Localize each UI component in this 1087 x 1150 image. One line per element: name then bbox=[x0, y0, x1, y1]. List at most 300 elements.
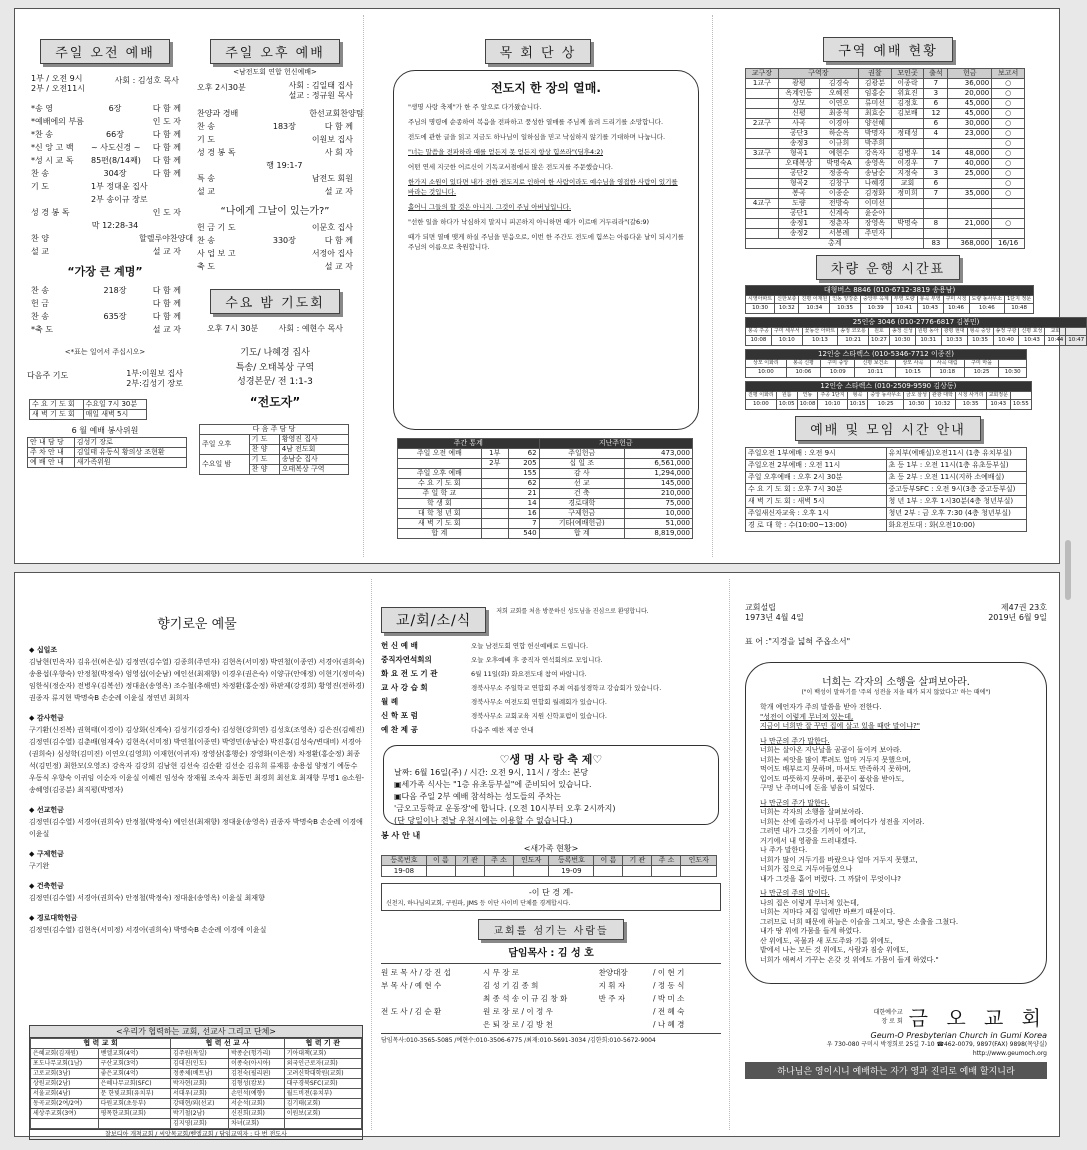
district-offering: 23,000 bbox=[948, 129, 992, 139]
scripture-banner: 하나님은 영이시니 예배하는 자가 영과 진리로 예배 할지니라 bbox=[745, 1062, 1047, 1079]
partners-box bbox=[29, 1025, 363, 1140]
stats-category: 새 벽 기 도 회 bbox=[398, 519, 482, 529]
vehicle-time: 10:40 bbox=[993, 336, 1019, 346]
order-leader: 다 함 께 bbox=[152, 130, 181, 139]
vehicle-time: 10:15 bbox=[896, 368, 930, 378]
stats-count: 62 bbox=[508, 479, 539, 489]
order-item: 성 경 봉 독 bbox=[197, 148, 236, 157]
district-row bbox=[746, 199, 1025, 209]
feature-line: 너희는 씨앗을 많이 뿌려도 얼마 거두지 못했으며, bbox=[760, 755, 911, 764]
district-row bbox=[746, 129, 1025, 139]
festival-line: (단 당일이나 전날 우천시에는 이용할 수 없습니다.) bbox=[394, 816, 573, 825]
stats-category: 학 생 회 bbox=[398, 499, 482, 509]
vehicle-time: 10:35 bbox=[967, 336, 993, 346]
wed-host: 사회 : 예현수 목사 bbox=[278, 324, 343, 333]
bulletin-inside-sheet bbox=[14, 8, 1085, 564]
order-row bbox=[31, 128, 181, 141]
vehicle-stop: 교회 bbox=[1045, 328, 1066, 336]
feature-box bbox=[745, 662, 1047, 984]
order-leader: 사 회 자 bbox=[324, 148, 353, 157]
order-row bbox=[197, 221, 353, 234]
partner-cell: 월드비전(유치부) bbox=[284, 1089, 361, 1099]
order-detail bbox=[259, 133, 309, 146]
bulletin-outside-sheet bbox=[14, 572, 1060, 1137]
district-parish bbox=[746, 209, 779, 219]
district-place: 위효진 bbox=[891, 89, 924, 99]
order-item: *성 시 교 독 bbox=[31, 156, 74, 165]
district-aide: 강옥자 bbox=[859, 149, 892, 159]
order-row bbox=[31, 141, 181, 154]
order-row bbox=[31, 297, 181, 310]
district-name: 공단2 bbox=[778, 169, 819, 179]
district-report: ○ bbox=[992, 179, 1025, 189]
district-aide: 박주희 bbox=[859, 139, 892, 149]
stats-count: 155 bbox=[508, 469, 539, 479]
partner-cell: 상원교회(2남) bbox=[31, 1079, 99, 1089]
am-order-list bbox=[21, 94, 194, 258]
partners-header: 협 력 기 관 bbox=[284, 1039, 361, 1049]
district-attendance bbox=[924, 229, 948, 239]
pastoral-paragraph: "너는 말씀을 전파하라 때를 얻든지 못 얻든지 항상 힘쓰라"(딤후4:2) bbox=[408, 148, 604, 156]
order-item: 찬 송 bbox=[31, 169, 49, 178]
order-leader bbox=[309, 159, 353, 172]
partner-cell: 포도나무교회(1남) bbox=[31, 1059, 99, 1069]
pastoral-paragraph: 홀어니 그들의 할 것은 아니지. 그것이 주님 아버님입니다. bbox=[408, 203, 572, 211]
staff-cell: 최 종 석 송 이 규 김 창 화 bbox=[483, 994, 568, 1003]
vehicle-time: 10:43 bbox=[986, 400, 1010, 410]
news-item bbox=[381, 709, 721, 723]
feature-line: 그러면 내가 그것을 기꺼이 여기고, bbox=[760, 827, 866, 835]
vehicle-time: 10:06 bbox=[786, 368, 820, 378]
vehicle-stop: 구미 중앙 bbox=[821, 360, 855, 368]
order-leader: 할렐루야찬양대 bbox=[139, 234, 194, 243]
vehicle-time: 10:27 bbox=[869, 336, 890, 346]
district-offering: 45,000 bbox=[948, 99, 992, 109]
district-name: 신평 bbox=[778, 109, 819, 119]
vehicle-time: 10:43 bbox=[917, 304, 943, 314]
vehicle-route-table bbox=[745, 381, 1032, 410]
newfamily-cell bbox=[455, 866, 484, 877]
district-leader: 김창구 bbox=[820, 179, 859, 189]
stats-sub: 1부 bbox=[481, 449, 508, 459]
district-parish bbox=[746, 169, 779, 179]
order-item: 찬 송 bbox=[31, 312, 49, 321]
meeting-left: 새 벽 기 도 회 : 새벽 5시 bbox=[746, 496, 887, 508]
church-name: 금 오 교 회 bbox=[908, 1006, 1047, 1030]
order-detail: 1부 정대윤 집사 bbox=[91, 182, 148, 191]
vehicle-time: 10:08 bbox=[746, 336, 772, 346]
vehicle-stop: 신평 효성 bbox=[1019, 328, 1045, 336]
offering-title: 지난주헌금 bbox=[539, 439, 692, 449]
stats-sub bbox=[481, 529, 508, 539]
newfamily-cell: 19-09 bbox=[549, 866, 594, 877]
wed-line3: 성경본문/ 전 1:1-3 bbox=[237, 377, 313, 387]
vehicle-time: 10:32 bbox=[775, 304, 799, 314]
staff-cell bbox=[599, 1018, 653, 1031]
vehicle-stop: 봉곡 신평 bbox=[786, 360, 820, 368]
district-offering bbox=[948, 229, 992, 239]
newfamily-title: <새가족 현황> bbox=[523, 844, 579, 853]
district-report: ○ bbox=[992, 119, 1025, 129]
stats-category: 합 계 bbox=[398, 529, 482, 539]
offering-type: 경로대학 bbox=[539, 499, 624, 509]
partner-cell: 좋은교회(4억) bbox=[98, 1069, 170, 1079]
district-attendance: 14 bbox=[924, 149, 948, 159]
partner-cell: 김기태(교회) bbox=[284, 1099, 361, 1109]
order-leader: 이원보 집사 bbox=[311, 135, 353, 144]
news-intro: 저희 교회를 처음 방문하신 성도님을 진심으로 환영합니다. bbox=[496, 608, 649, 615]
feature-line: 나 만군의 주의 말이다. bbox=[760, 889, 830, 897]
order-row bbox=[31, 180, 181, 193]
district-place: 정미희 bbox=[891, 189, 924, 199]
order-leader: 다 함 께 bbox=[152, 156, 181, 165]
order-detail: 635장 bbox=[103, 312, 127, 321]
stats-title: 주간 통계 bbox=[398, 439, 540, 449]
order-leader: 다 함 께 bbox=[152, 312, 181, 321]
duty-title: 다 음 주 담 당 bbox=[200, 425, 349, 435]
offering-section-names: 김남현(민옥자) 김유선(허은실) 김정연(김수열) 김종희(주민자) 김현옥(서미정) 박연철(이종연) 서경아(권희숙) 송용섭(우향숙) 안정철(박정숙) 엄영섭(이순남) 예인선(최재향) 이경우(권은숙) 이양규(안애정) 이현기(정미숙) 임한식(정순자) 전병우(김복선) 정대윤(송영옥) 조수철(추해연) 차정환(홍순정) 하판제(강경희) 황영진(전하경) 권종자 류지현 박명숙B 손순례 이윤실 정연년 최희자 bbox=[29, 658, 365, 702]
stats-sub bbox=[481, 509, 508, 519]
meeting-row bbox=[746, 508, 1027, 520]
district-aide: 윤순아 bbox=[859, 209, 892, 219]
offering-section-name: ◆ 건축헌금 bbox=[29, 882, 64, 890]
district-place bbox=[891, 119, 924, 129]
partner-cell: 차녀(교회) bbox=[229, 1119, 285, 1129]
district-row bbox=[746, 149, 1025, 159]
festival-title: ♡생 명 사 랑 축 제♡ bbox=[499, 753, 603, 766]
district-row bbox=[746, 109, 1025, 119]
meeting-row bbox=[746, 460, 1027, 472]
district-aide: 김정화 bbox=[859, 189, 892, 199]
order-leader: 다 함 께 bbox=[152, 143, 181, 152]
news-item-text: 다음주 예찬 제공 안내 bbox=[471, 726, 534, 734]
meetings-table bbox=[745, 447, 1027, 532]
district-row bbox=[746, 189, 1025, 199]
vehicle-route-name: 12인승 스타렉스 (010-5346-7712 이종진) bbox=[746, 350, 1027, 360]
wed-sermon: “전도자” bbox=[249, 395, 301, 409]
vehicle-stop: 원평 동아 bbox=[915, 328, 941, 336]
partner-cell: 은혜교회(김재원) bbox=[31, 1049, 99, 1059]
news-item bbox=[381, 653, 721, 667]
district-place: 박명숙 bbox=[891, 219, 924, 229]
district-row bbox=[746, 179, 1025, 189]
meeting-row bbox=[746, 484, 1027, 496]
stats-sub: 2부 bbox=[481, 459, 508, 469]
vehicle-stop: 인동 양강훈 bbox=[830, 296, 861, 304]
district-leader: 박명숙A bbox=[820, 159, 859, 169]
order-detail: 304장 bbox=[103, 169, 127, 178]
order-row bbox=[197, 247, 353, 260]
district-header: 권찰 bbox=[859, 69, 892, 79]
order-leader: 서정아 집사 bbox=[311, 249, 353, 258]
district-name: 형곡1 bbox=[778, 149, 819, 159]
sunday-am-title: 주일 오전 예배 bbox=[40, 39, 170, 64]
newfamily-header: 이 름 bbox=[594, 856, 623, 866]
order-item: *신 앙 고 백 bbox=[31, 143, 74, 152]
staff-cell: / 전 혜 숙 bbox=[652, 1007, 685, 1016]
offering-section-names: 김정연(김수열) 김현옥(서미정) 서경아(권희숙) 박명숙B 손순례 이경애 이윤실 bbox=[29, 926, 267, 934]
district-offering: 25,000 bbox=[948, 169, 992, 179]
vehicle-time: 10:09 bbox=[821, 368, 855, 378]
service-person: 김성기 장로 bbox=[74, 438, 186, 448]
partner-row bbox=[31, 1079, 362, 1089]
newfamily-cell bbox=[652, 866, 681, 877]
order-item: *송 영 bbox=[31, 104, 53, 113]
newfamily-header: 등록번호 bbox=[549, 856, 594, 866]
festival-lines bbox=[394, 767, 708, 827]
pastoral-paragraph: 전도에 관한 글을 읽고 지금도 하나님이 일하심을 믿고 낙심하지 않기를 기대하며 나눕니다. bbox=[408, 133, 666, 141]
order-detail bbox=[259, 260, 309, 273]
next-week-duty-table bbox=[199, 424, 349, 475]
order-detail bbox=[91, 115, 139, 128]
partner-cell: 평목한교회(교회) bbox=[98, 1109, 170, 1119]
vehicle-stop: 부영 도량 bbox=[891, 296, 917, 304]
prayer-1: 1부:이원보 집사 bbox=[126, 369, 183, 378]
vehicle-stop: 시영아파트 bbox=[746, 296, 775, 304]
district-aide: 양선혜 bbox=[859, 119, 892, 129]
order-detail: 183장 bbox=[272, 122, 296, 131]
newfamily-cell bbox=[623, 866, 652, 877]
stats-count: 16 bbox=[508, 509, 539, 519]
vehicle-stop: 형곡 중앙 bbox=[967, 328, 993, 336]
meeting-right: 청년 2부 : 금 오후 7:30 (4층 청년부실) bbox=[886, 508, 1027, 520]
district-name: 오태복상 bbox=[778, 159, 819, 169]
order-leader: 다 함 께 bbox=[324, 122, 353, 131]
sunday-pm-section bbox=[193, 9, 364, 475]
order-leader: 다 함 께 bbox=[152, 169, 181, 178]
order-item: 기 도 bbox=[197, 135, 215, 144]
district-report bbox=[992, 199, 1025, 209]
gratitude-title: 향기로운 예물 bbox=[157, 617, 237, 632]
partner-cell: 고로교회(3남) bbox=[31, 1069, 99, 1079]
meeting-name: 새 벽 기 도 회 bbox=[30, 410, 84, 420]
order-detail bbox=[259, 185, 309, 198]
district-attendance: 8 bbox=[924, 219, 948, 229]
district-header: 출석 bbox=[924, 69, 948, 79]
order-detail: ~ 사도신경 ~ bbox=[91, 143, 141, 152]
pm-order-list bbox=[193, 101, 364, 198]
order-row bbox=[197, 107, 364, 120]
volunteer-label: 봉 사 안 내 bbox=[381, 831, 421, 840]
am-time-1: 1부 / 오전 9시 bbox=[31, 74, 83, 83]
order-item: 헌 금 bbox=[31, 299, 49, 308]
vehicle-stop: 신한보충 bbox=[775, 296, 799, 304]
vehicle-stop bbox=[1010, 392, 1031, 400]
order-row bbox=[31, 219, 181, 232]
offering-section-names: 구기완 bbox=[29, 862, 50, 870]
service-role: 안 내 담 당 bbox=[28, 438, 75, 448]
district-name: 송정2 bbox=[778, 229, 819, 239]
order-item: 찬 양 bbox=[31, 234, 49, 243]
meeting-right: 초 등 1부 : 오전 11시(1층 유초등부실) bbox=[886, 460, 1027, 472]
order-leader bbox=[139, 219, 181, 232]
service-role: 주 차 안 내 bbox=[28, 448, 75, 458]
news-item bbox=[381, 695, 721, 709]
news-item-title: 월 례 bbox=[381, 697, 399, 706]
vehicle-time: 10:33 bbox=[941, 336, 967, 346]
newfamily-header: 기 관 bbox=[623, 856, 652, 866]
vehicle-stop: 송정 코오롱 bbox=[838, 328, 869, 336]
vehicle-stop: 사곡 대림 bbox=[930, 360, 964, 368]
partner-row bbox=[31, 1089, 362, 1099]
service-person: 새가족위원 bbox=[74, 458, 186, 468]
district-total-attendance: 83 bbox=[924, 239, 948, 249]
district-table bbox=[745, 68, 1025, 249]
district-parish bbox=[746, 139, 779, 149]
cover-column bbox=[745, 573, 1047, 1136]
news-item-text: 경북사무소 주일학교 연합회 주최 여름성경학교 강습회가 있습니다. bbox=[471, 684, 662, 692]
order-leader: 이문호 집사 bbox=[311, 223, 353, 232]
staff-cell: 부 목 사 / 예 현 수 bbox=[381, 981, 442, 990]
staff-title: 교회를 섬기는 사람들 bbox=[478, 919, 623, 940]
partner-cell bbox=[284, 1119, 361, 1129]
vehicle-title: 차량 운행 시간표 bbox=[816, 255, 960, 280]
offering-type: 기타(예배헌금) bbox=[539, 519, 624, 529]
order-row bbox=[197, 133, 353, 146]
order-row bbox=[197, 159, 353, 172]
news-item-text: 경북사무소 여전도회 연합회 월례회가 있습니다. bbox=[471, 698, 607, 706]
district-place bbox=[891, 229, 924, 239]
stats-category: 수 요 기 도 회 bbox=[398, 479, 482, 489]
pastoral-paragraph: 주님의 명령에 순종하여 복음을 전파하고 풍성한 열매를 주님께 올려 드리기를 소망합니다. bbox=[408, 118, 664, 126]
partners-title: <우리가 협력하는 교회, 선교사 그리고 단체> bbox=[30, 1026, 362, 1038]
vehicle-time: 10:00 bbox=[746, 400, 777, 410]
district-attendance: 4 bbox=[924, 129, 948, 139]
district-parish bbox=[746, 229, 779, 239]
partner-row bbox=[31, 1099, 362, 1109]
district-report: ○ bbox=[992, 219, 1025, 229]
vehicle-time: 10:30 bbox=[999, 368, 1027, 378]
vehicle-time: 10:25 bbox=[868, 400, 904, 410]
partner-cell: 문 한빛교회(유치부) bbox=[98, 1089, 170, 1099]
feature-line: 산 위에도, 곡물과 새 포도주와 기름 위에도, bbox=[760, 936, 893, 945]
festival-line: ▣다음 주일 2부 예배 참석하는 성도들의 주차는 bbox=[394, 792, 562, 801]
district-offering bbox=[948, 179, 992, 189]
stats-sub bbox=[481, 469, 508, 479]
district-header: 교구장 bbox=[746, 69, 779, 79]
order-detail bbox=[259, 247, 309, 260]
duty-role: 기 도 bbox=[249, 455, 279, 465]
order-leader: 남전도 회원 bbox=[311, 174, 353, 183]
order-leader: 인 도 자 bbox=[152, 208, 181, 217]
feature-line: 그러므로 너희 때문에 하늘은 이슬을 그치고, 땅은 소출을 그쳤다. bbox=[760, 917, 959, 926]
staff-row bbox=[381, 966, 721, 979]
district-place: 정태성 bbox=[891, 129, 924, 139]
vehicle-time: 10:55 bbox=[1010, 400, 1031, 410]
stats-count: 540 bbox=[508, 529, 539, 539]
offering-section-names: 김정연(김수열) 서경아(권희숙) 안정철(박정숙) 정대윤(송영옥) 이윤실 최재향 bbox=[29, 894, 265, 902]
district-place: 이종락 bbox=[891, 79, 924, 89]
staff-cell: 반 주 자 bbox=[598, 994, 626, 1003]
meeting-left: 주일오전 1부예배 : 오전 9시 bbox=[746, 448, 887, 460]
district-leader: 이연오 bbox=[820, 99, 859, 109]
vehicle-route-table bbox=[745, 317, 1087, 346]
feature-line: 나의 집은 이렇게 무너져 있는데, bbox=[760, 898, 860, 907]
am-order2-list bbox=[21, 284, 189, 336]
scrollbar[interactable] bbox=[1065, 540, 1071, 600]
pastoral-headline: 전도지 한 장의 열매. bbox=[491, 81, 601, 95]
feature-line: 너희가 많이 거두기를 바랐으나 얼마 거두지 못했고, bbox=[760, 855, 918, 864]
district-attendance: 6 bbox=[924, 99, 948, 109]
vehicle-stop: 중앙 동사무소 bbox=[868, 392, 904, 400]
meeting-time: 수요일 7시 30분 bbox=[83, 400, 147, 410]
district-report: ○ bbox=[992, 109, 1025, 119]
district-aide: 이미선 bbox=[859, 199, 892, 209]
pm-order2-list bbox=[193, 221, 357, 273]
district-attendance: 3 bbox=[924, 89, 948, 99]
district-offering: 35,000 bbox=[948, 189, 992, 199]
district-aide: 송영옥 bbox=[859, 159, 892, 169]
vehicle-time: 10:48 bbox=[1005, 304, 1034, 314]
district-title: 구역 예배 현황 bbox=[823, 37, 953, 62]
stats-sub bbox=[481, 519, 508, 529]
order-detail: 6장 bbox=[108, 104, 122, 113]
district-aide: 임홍순 bbox=[859, 89, 892, 99]
district-report: ○ bbox=[992, 89, 1025, 99]
district-total-reports: 16/16 bbox=[992, 239, 1025, 249]
stats-category: 주일 오전 예배 bbox=[398, 449, 482, 459]
district-offering: 48,000 bbox=[948, 149, 992, 159]
vehicle-stop: 원호 bbox=[869, 328, 890, 336]
staff-cell: 찬양대장 bbox=[598, 968, 628, 977]
offering-section bbox=[29, 880, 365, 904]
district-attendance bbox=[924, 209, 948, 219]
district-report: ○ bbox=[992, 189, 1025, 199]
order-row bbox=[31, 115, 181, 128]
meeting-right: 청 년 1부 : 오후 1시30분(4층 청년부실) bbox=[886, 496, 1027, 508]
offering-amount: 51,000 bbox=[624, 519, 692, 529]
district-header: 보고서 bbox=[992, 69, 1025, 79]
newfamily-cell bbox=[681, 866, 717, 877]
offering-amount: 145,000 bbox=[624, 479, 692, 489]
feature-line: 너희가 집으로 거두어들였으나 bbox=[760, 865, 853, 873]
news-item-title: 교 사 강 습 회 bbox=[381, 683, 428, 692]
meeting-left: 주일새신자교육 : 오후 1시 bbox=[746, 508, 887, 520]
vehicle-time: 10:31 bbox=[915, 336, 941, 346]
partner-row bbox=[31, 1049, 362, 1059]
duty-person: 4남 전도회 bbox=[279, 445, 348, 455]
vehicle-stop: 교회정문 bbox=[986, 392, 1010, 400]
order-item bbox=[197, 159, 259, 172]
staff-cell: 원 로 목 사 / 강 진 섭 bbox=[381, 968, 451, 977]
district-name: 송정3 bbox=[778, 139, 819, 149]
festival-box bbox=[383, 745, 719, 825]
order-leader: 다 함 께 bbox=[152, 299, 181, 308]
vehicle-stop bbox=[999, 360, 1027, 368]
stats-count: 62 bbox=[508, 449, 539, 459]
district-row bbox=[746, 119, 1025, 129]
partner-cell: 손민석(예향) bbox=[229, 1089, 285, 1099]
service-person: 김일태 유동식 황의상 조현환 bbox=[74, 448, 186, 458]
offering-type: 주일헌금 bbox=[539, 449, 624, 459]
vehicle-time: 10:46 bbox=[969, 304, 1005, 314]
meeting-name: 수 요 기 도 회 bbox=[30, 400, 84, 410]
stats-category: 대 학 청 년 회 bbox=[398, 509, 482, 519]
sunday-pm-title: 주일 오후 예배 bbox=[210, 39, 340, 64]
order-row bbox=[31, 167, 181, 180]
vehicle-time: 10:43 bbox=[1019, 336, 1045, 346]
district-leader: 신계숙 bbox=[820, 209, 859, 219]
meeting-time: 매일 새벽 5시 bbox=[83, 410, 147, 420]
church-url[interactable]: http://www.geumoch.org bbox=[972, 1050, 1047, 1057]
district-header: 헌금 bbox=[948, 69, 992, 79]
duty-person: 송남순 집사 bbox=[279, 455, 348, 465]
stats-count: 205 bbox=[508, 459, 539, 469]
offering-sections bbox=[29, 644, 365, 936]
offering-section bbox=[29, 804, 365, 840]
offering-section bbox=[29, 912, 365, 936]
district-leader: 예현수 bbox=[820, 149, 859, 159]
